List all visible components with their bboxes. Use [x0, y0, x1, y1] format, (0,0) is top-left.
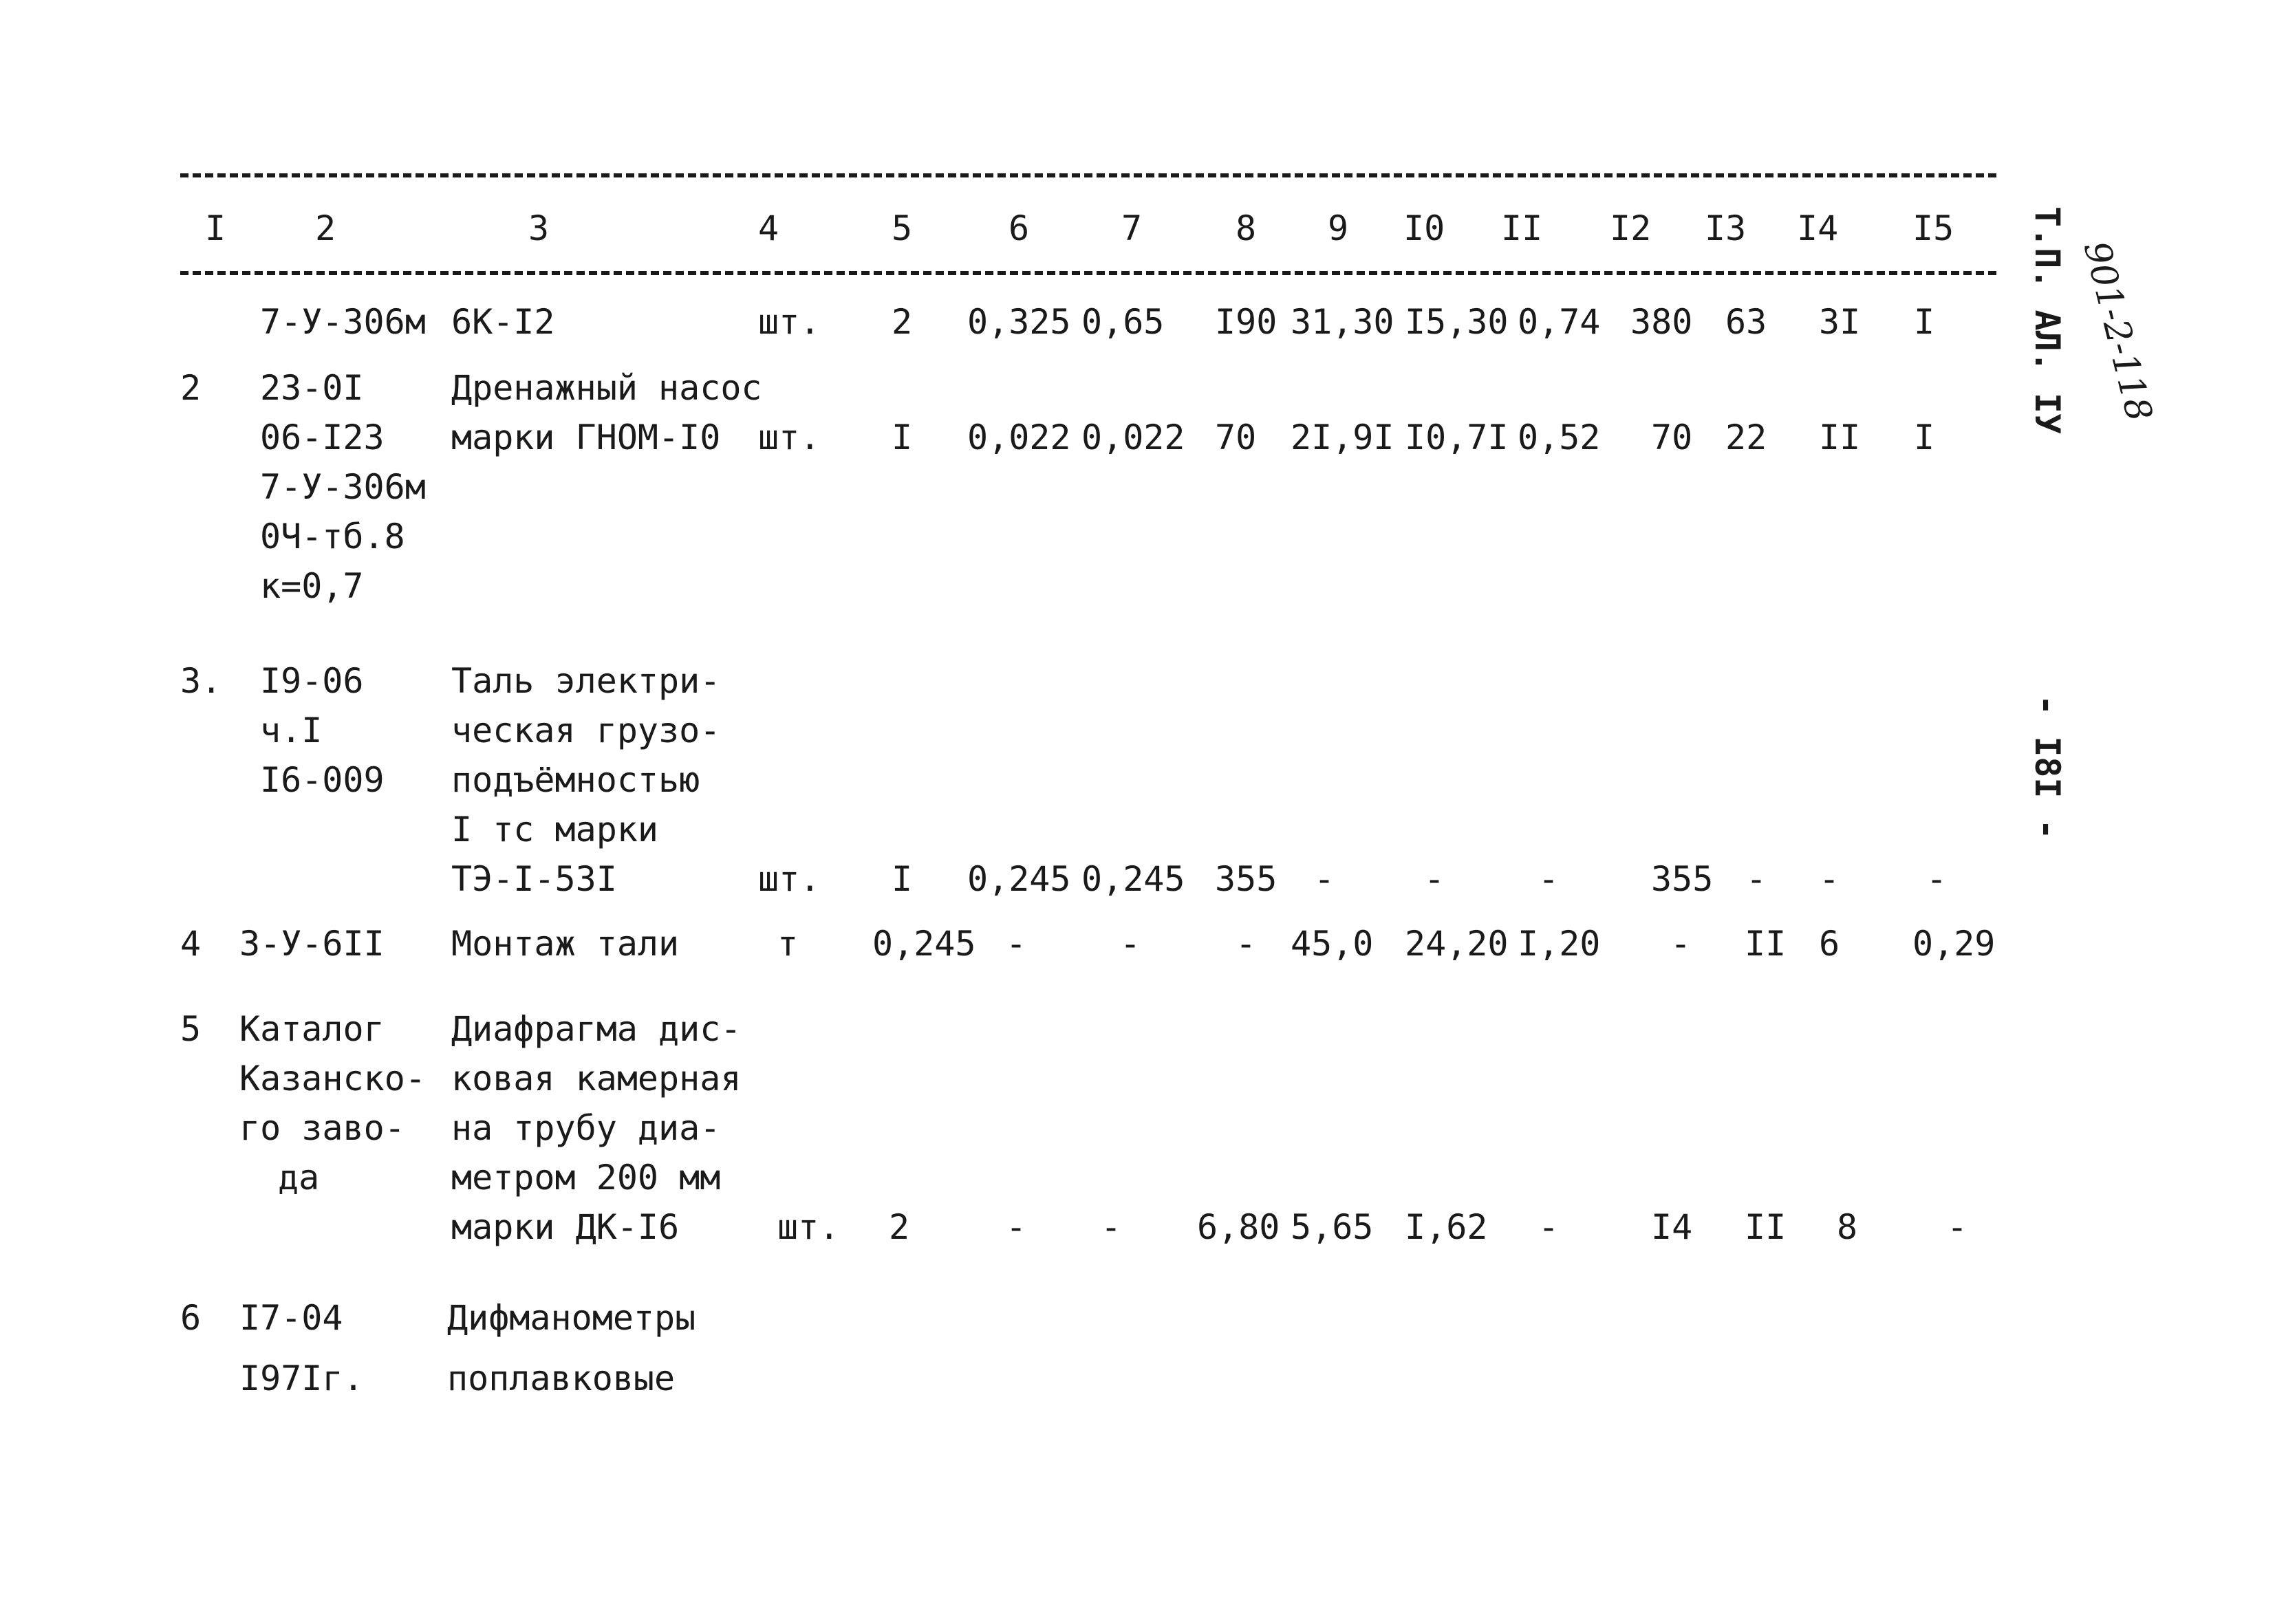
- cell-unit: шт.: [758, 418, 821, 457]
- cell-c10: 24,20: [1405, 924, 1509, 964]
- cell-c11: I,20: [1518, 924, 1601, 964]
- cell-name: Монтаж тали: [451, 924, 680, 964]
- cell-c6: -: [1006, 1207, 1027, 1247]
- cell-norm-line: I7-04: [239, 1298, 343, 1338]
- col-header-5: 5: [892, 208, 913, 248]
- cell-norm-line: I9-06: [260, 661, 364, 701]
- cell-number: 2: [180, 368, 202, 408]
- col-header-8: 8: [1236, 208, 1257, 248]
- cell-c8: 70: [1215, 418, 1257, 457]
- cell-name: 6К-I2: [451, 302, 555, 342]
- cell-name-line: ковая камерная: [451, 1059, 742, 1098]
- cell-name-line: I тс марки: [451, 810, 659, 849]
- cell-c10: I0,7I: [1405, 418, 1509, 457]
- header-dashed-rule: [180, 271, 1996, 275]
- cell-unit: шт.: [777, 1207, 840, 1247]
- cell-name-line: подъёмностью: [451, 760, 700, 800]
- cell-c5: 2: [892, 302, 913, 342]
- cell-c10: -: [1424, 859, 1445, 899]
- cell-number: 4: [180, 924, 202, 964]
- cell-c6: 0,022: [967, 418, 1071, 457]
- cell-name-line: марки ДК-I6: [451, 1207, 680, 1247]
- cell-c13: 22: [1725, 418, 1767, 457]
- cell-c9: -: [1314, 859, 1335, 899]
- cell-norm-line: 23-0I: [260, 368, 364, 408]
- cell-name-line: ческая грузо-: [451, 711, 721, 750]
- cell-c10: I,62: [1405, 1207, 1488, 1247]
- cell-c8: 6,80: [1197, 1207, 1280, 1247]
- cell-norm-line: Казанско-: [239, 1059, 426, 1098]
- col-header-4: 4: [758, 208, 779, 248]
- cell-c14: 3I: [1819, 302, 1861, 342]
- cell-norm: 3-У-6II: [239, 924, 385, 964]
- cell-unit: т: [777, 924, 799, 964]
- cell-norm-line: 06-I23: [260, 418, 385, 457]
- cell-name-line: марки ГНОМ-I0: [451, 418, 721, 457]
- cell-norm-line: да: [278, 1158, 320, 1198]
- cell-number: 3.: [180, 661, 222, 701]
- cell-c10: I5,30: [1405, 302, 1509, 342]
- cell-unit: шт.: [758, 859, 821, 899]
- cell-c9: 45,0: [1291, 924, 1374, 964]
- cell-c14: 8: [1837, 1207, 1858, 1247]
- cell-c7: 0,022: [1081, 418, 1185, 457]
- cell-c5: 2: [889, 1207, 910, 1247]
- cell-name-line: Таль электри-: [451, 661, 721, 701]
- cell-c13: II: [1745, 1207, 1787, 1247]
- col-header-7: 7: [1121, 208, 1143, 248]
- page-number: - I8I -: [2027, 695, 2067, 840]
- cell-c7: 0,65: [1081, 302, 1165, 342]
- cell-number: 6: [180, 1298, 202, 1338]
- cell-c15: I: [1914, 418, 1935, 457]
- cell-c6: -: [1006, 924, 1027, 964]
- col-header-15: I5: [1912, 208, 1954, 248]
- cell-c8: -: [1236, 924, 1257, 964]
- cell-c15: 0,29: [1912, 924, 1996, 964]
- cell-norm-line: Каталог: [239, 1009, 385, 1049]
- cell-c5: I: [892, 418, 913, 457]
- cell-c7: -: [1101, 1207, 1122, 1247]
- cell-name-line: ТЭ-I-53I: [451, 859, 617, 899]
- cell-c8: 355: [1215, 859, 1277, 899]
- cell-unit: шт.: [758, 302, 821, 342]
- cell-norm-line: 7-У-306м: [260, 467, 426, 507]
- cell-c11: -: [1538, 859, 1560, 899]
- cell-c9: 31,30: [1291, 302, 1394, 342]
- cell-name-line: на трубу диа-: [451, 1108, 721, 1148]
- cell-norm-line: I6-009: [260, 760, 385, 800]
- cell-name-line: Диафрагма дис-: [451, 1009, 742, 1049]
- cell-norm-line: го заво-: [239, 1108, 405, 1148]
- cell-c11: 0,52: [1518, 418, 1601, 457]
- cell-c13: 63: [1725, 302, 1767, 342]
- cell-c5: I: [892, 859, 913, 899]
- col-header-11: II: [1501, 208, 1543, 248]
- col-header-9: 9: [1328, 208, 1349, 248]
- cell-c15: -: [1947, 1207, 1968, 1247]
- cell-c9: 2I,9I: [1291, 418, 1394, 457]
- handwritten-doc-number: 901-2-118: [2075, 237, 2160, 426]
- cell-c12: -: [1670, 924, 1692, 964]
- cell-name-line: Дренажный насос: [451, 368, 762, 408]
- cell-c11: 0,74: [1518, 302, 1601, 342]
- col-header-2: 2: [315, 208, 336, 248]
- cell-c8: I90: [1215, 302, 1277, 342]
- col-header-10: I0: [1403, 208, 1445, 248]
- cell-name-line: метром 200 мм: [451, 1158, 721, 1198]
- cell-norm-line: I97Iг.: [239, 1358, 364, 1398]
- cell-c12: 355: [1651, 859, 1714, 899]
- col-header-12: I2: [1610, 208, 1652, 248]
- cell-c5: 0,245: [872, 924, 976, 964]
- col-header-6: 6: [1009, 208, 1030, 248]
- cell-norm-line: ч.I: [260, 711, 323, 750]
- stamp-label: Т.П. АЛ. IУ: [2027, 206, 2067, 435]
- cell-norm-line: к=0,7: [260, 566, 364, 606]
- cell-c14: 6: [1819, 924, 1840, 964]
- cell-c14: -: [1819, 859, 1840, 899]
- col-header-3: 3: [528, 208, 550, 248]
- cell-c13: -: [1746, 859, 1767, 899]
- top-dashed-rule: [180, 173, 1996, 177]
- cell-c15: I: [1914, 302, 1935, 342]
- cell-c15: -: [1926, 859, 1948, 899]
- cell-c9: 5,65: [1291, 1207, 1374, 1247]
- col-header-14: I4: [1797, 208, 1839, 248]
- cell-name-line: Дифманометры: [447, 1298, 696, 1338]
- cell-c12: 70: [1651, 418, 1693, 457]
- cell-c6: 0,325: [967, 302, 1071, 342]
- cell-norm-line: 0Ч-тб.8: [260, 517, 405, 556]
- col-header-13: I3: [1705, 208, 1747, 248]
- cell-name-line: поплавковые: [447, 1358, 676, 1398]
- col-header-1: I: [205, 208, 226, 248]
- cell-c7: -: [1120, 924, 1141, 964]
- cell-c14: II: [1819, 418, 1861, 457]
- cell-norm: 7-У-306м: [260, 302, 426, 342]
- cell-number: 5: [180, 1009, 202, 1049]
- cell-c11: -: [1538, 1207, 1560, 1247]
- cell-c12: I4: [1651, 1207, 1693, 1247]
- cell-c7: 0,245: [1081, 859, 1185, 899]
- cell-c12: 380: [1630, 302, 1693, 342]
- cell-c6: 0,245: [967, 859, 1071, 899]
- cell-c13: II: [1745, 924, 1787, 964]
